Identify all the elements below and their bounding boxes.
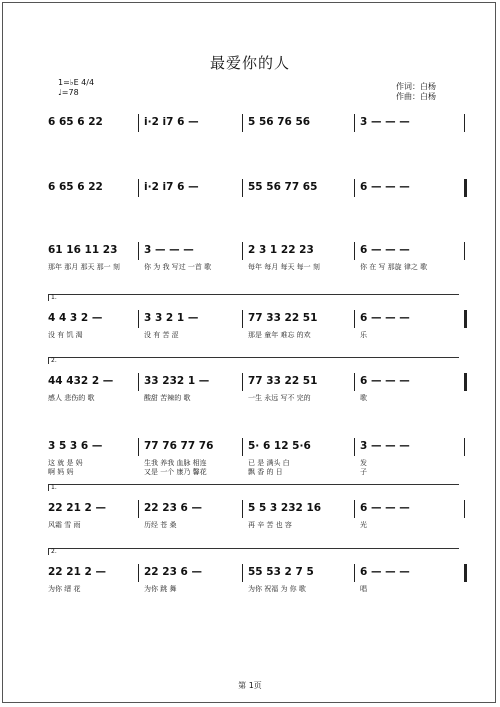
barline xyxy=(138,500,139,518)
measure-notes: 2 3 1 22 23 xyxy=(248,244,314,256)
barline xyxy=(242,310,243,328)
lyric-text: 发 xyxy=(360,459,367,467)
measure-notes: 6 — — — xyxy=(360,312,410,324)
lyric-text: 风霜 雪 雨 xyxy=(48,521,81,529)
lyric-text: 没 有 苦 涩 xyxy=(144,331,179,339)
lyric-text: 感人 悲伤的 歌 xyxy=(48,394,95,402)
lyric-text: 那年 那月 那天 那一 刻 xyxy=(48,263,120,271)
measure-notes: 5 5 3 232 16 xyxy=(248,502,322,514)
barline xyxy=(242,114,243,132)
barline xyxy=(242,500,243,518)
barline xyxy=(464,310,467,328)
measure-notes: 55 56 77 65 xyxy=(248,181,318,193)
measure-notes: 77 33 22 51 xyxy=(248,312,318,324)
lyricist: 作词：白杨 xyxy=(396,82,436,91)
lyric-text: 为你 跳 舞 xyxy=(144,585,177,593)
measure-notes: 22 21 2 — xyxy=(48,566,106,578)
barline xyxy=(354,564,355,582)
barline xyxy=(242,179,243,197)
measure-notes: 3 — — — xyxy=(144,244,194,256)
measure-notes: 77 76 77 76 xyxy=(144,440,214,452)
measure-notes: 5· 6 12 5·6 xyxy=(248,440,311,452)
volta-bracket: 2. xyxy=(48,357,459,364)
lyric-text: 啊 妈 妈 xyxy=(48,468,74,476)
barline xyxy=(242,438,243,456)
measure-notes: 61 16 11 23 xyxy=(48,244,118,256)
measure-notes: 3 — — — xyxy=(360,440,410,452)
lyric-text: 每年 每月 每天 每一 刻 xyxy=(248,263,320,271)
barline xyxy=(354,310,355,328)
measure-notes: 6 65 6 22 xyxy=(48,116,103,128)
barline xyxy=(464,114,465,132)
lyric-text: 再 辛 苦 也 容 xyxy=(248,521,292,529)
volta-bracket: 2. xyxy=(48,548,459,555)
barline xyxy=(138,179,139,197)
lyric-text: 飘 香 的 日 xyxy=(248,468,283,476)
measure-notes: 22 23 6 — xyxy=(144,566,202,578)
composer: 作曲：白杨 xyxy=(396,92,436,101)
lyric-text: 为你 祝福 为 你 歌 xyxy=(248,585,306,593)
barline xyxy=(138,242,139,260)
barline xyxy=(464,500,465,518)
barline xyxy=(138,310,139,328)
lyric-text: 你 为 我 写过 一首 歌 xyxy=(144,263,212,271)
barline xyxy=(464,242,465,260)
measure-notes: 33 232 1 — xyxy=(144,375,210,387)
key-signature: 1=♭E 4/4 ♩=78 xyxy=(58,78,95,97)
barline xyxy=(464,438,465,456)
lyric-text: 历经 苍 桑 xyxy=(144,521,177,529)
barline xyxy=(464,179,467,197)
measure-notes: 6 — — — xyxy=(360,181,410,193)
lyric-text: 那是 童年 难忘 的欢 xyxy=(248,331,311,339)
page-frame xyxy=(2,2,496,703)
lyric-text: 子 xyxy=(360,468,367,476)
barline xyxy=(354,179,355,197)
lyric-text: 已 是 满头 白 xyxy=(248,459,290,467)
measure-notes: 77 33 22 51 xyxy=(248,375,318,387)
barline xyxy=(354,500,355,518)
measure-notes: 3 5 3 6 — xyxy=(48,440,103,452)
measure-notes: 22 23 6 — xyxy=(144,502,202,514)
barline xyxy=(138,438,139,456)
measure-notes: 44 432 2 — xyxy=(48,375,114,387)
measure-notes: i·2 i7 6 — xyxy=(144,181,199,193)
lyric-text: 又是 一个 康乃 馨花 xyxy=(144,468,207,476)
measure-notes: 6 — — — xyxy=(360,566,410,578)
barline xyxy=(354,373,355,391)
credits xyxy=(396,82,436,102)
lyric-text: 你 在 写 那旋 律之 歌 xyxy=(360,263,428,271)
barline xyxy=(138,114,139,132)
lyric-text: 光 xyxy=(360,521,367,529)
measure-notes: 3 — — — xyxy=(360,116,410,128)
measure-notes: 55 53 2 7 5 xyxy=(248,566,314,578)
measure-notes: 6 — — — xyxy=(360,502,410,514)
barline xyxy=(242,564,243,582)
lyric-text: 这 就 是 妈 xyxy=(48,459,83,467)
barline xyxy=(354,114,355,132)
barline xyxy=(464,564,467,582)
lyric-text: 生我 养我 血脉 相连 xyxy=(144,459,207,467)
lyric-text: 歌 xyxy=(360,394,367,402)
lyric-text: 没 有 饥 渴 xyxy=(48,331,83,339)
lyric-text: 唱 xyxy=(360,585,367,593)
page-number: 第 1页 xyxy=(238,681,262,690)
lyric-text: 一生 永远 写不 完的 xyxy=(248,394,311,402)
lyric-text: 酸甜 苦辣的 歌 xyxy=(144,394,191,402)
measure-notes: 6 — — — xyxy=(360,375,410,387)
measure-notes: 4 4 3 2 — xyxy=(48,312,103,324)
barline xyxy=(354,242,355,260)
barline xyxy=(242,242,243,260)
measure-notes: 6 — — — xyxy=(360,244,410,256)
song-title: 最爱你的人 xyxy=(209,54,290,72)
measure-notes: 6 65 6 22 xyxy=(48,181,103,193)
barline xyxy=(242,373,243,391)
measure-notes: 3 3 2 1 — xyxy=(144,312,199,324)
barline xyxy=(354,438,355,456)
barline xyxy=(138,373,139,391)
volta-bracket: 1. xyxy=(48,484,459,491)
lyric-text: 乐 xyxy=(360,331,367,339)
barline xyxy=(464,373,467,391)
volta-bracket: 1. xyxy=(48,294,459,301)
measure-notes: 22 21 2 — xyxy=(48,502,106,514)
measure-notes: i·2 i7 6 — xyxy=(144,116,199,128)
measure-notes: 5 56 76 56 xyxy=(248,116,311,128)
barline xyxy=(138,564,139,582)
lyric-text: 为你 缙 花 xyxy=(48,585,81,593)
